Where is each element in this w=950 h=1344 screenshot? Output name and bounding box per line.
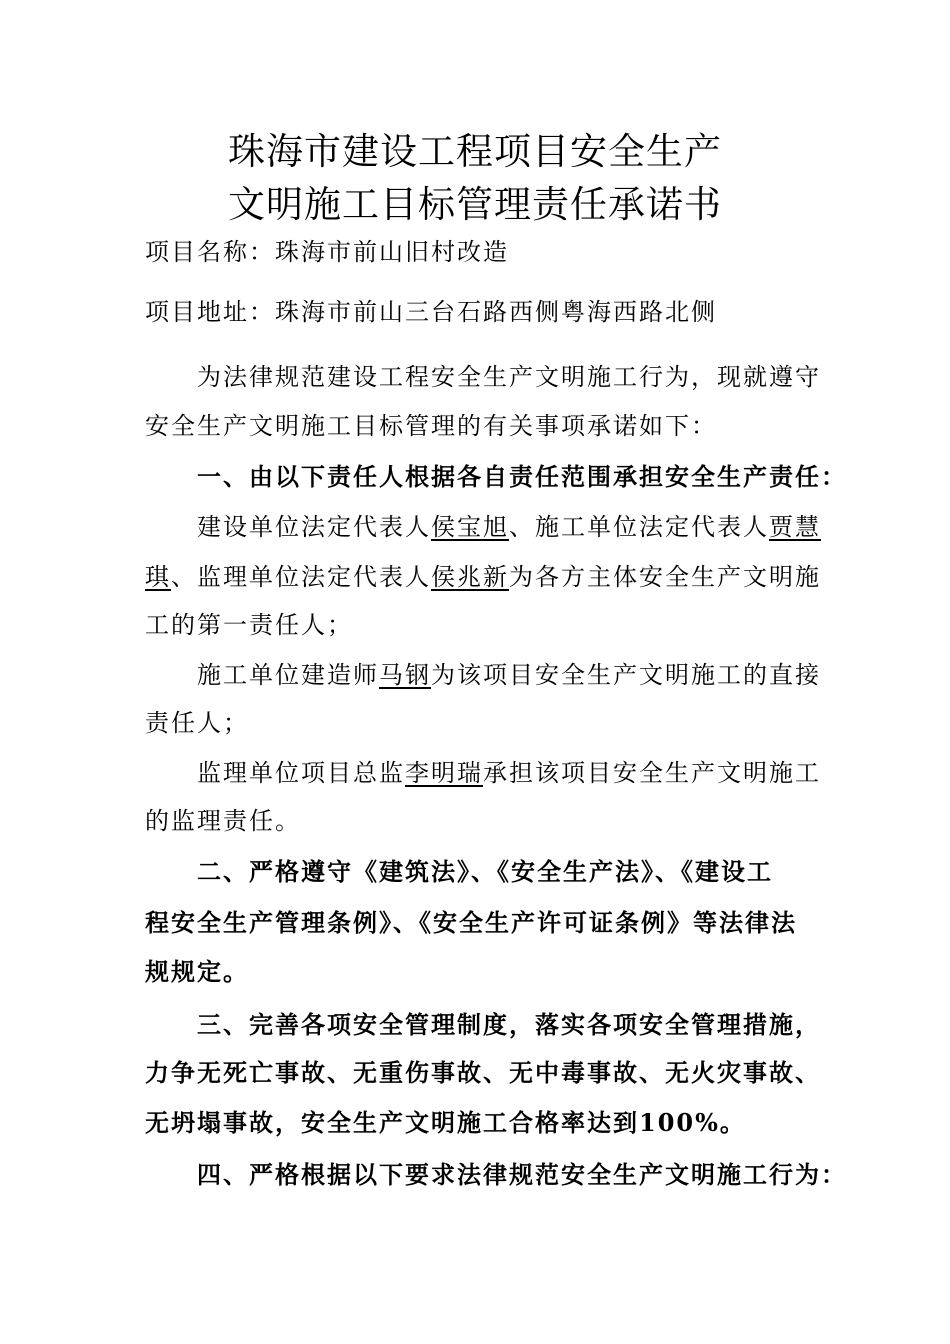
intro-line-2: 安全生产文明施工目标管理的有关事项承诺如下： [145,412,717,440]
section2-line-2: 程安全生产管理条例》、《安全生产许可证条例》等法律法 [145,908,797,937]
project-name-value: 珠海市前山旧村改造 [275,238,509,266]
text-segment: 、施工单位法定代表人 [509,513,769,541]
text-segment: 、监理单位法定代表人 [171,563,431,591]
title-line-1: 珠海市建设工程项目安全生产 [228,130,722,173]
project-address-value: 珠海市前山三台石路西侧粤海西路北侧 [275,298,717,326]
project-address-line [145,297,835,327]
builder-name: 马钢 [379,661,431,689]
project-director-name: 李明瑞 [405,759,483,787]
section1-heading: 一、由以下责任人根据各自责任范围承担安全生产责任： [197,462,847,491]
section1-p2-line-1 [197,660,887,690]
section1-p1-line-3: 工的第一责任人； [145,611,353,639]
text-segment: 为该项目安全生产文明施工的直接 [431,661,821,689]
text-segment: 监理单位项目总监 [197,759,405,787]
owner-representative-name: 侯宝旭 [431,513,509,541]
section2-line-3: 规规定。 [145,957,249,986]
section2-line-1: 二、严格遵守《建筑法》、《安全生产法》、《建设工 [197,857,773,886]
section4-line-1: 四、严格根据以下要求法律规范安全生产文明施工行为： [197,1160,847,1189]
intro-line-1: 为法律规范建设工程安全生产文明施工行为，现就遵守 [197,363,821,391]
section3-line-2: 力争无死亡事故、无重伤事故、无中毒事故、无火灾事故、 [145,1058,821,1087]
supervisor-representative-name: 侯兆新 [431,563,509,591]
text-segment: 建设单位法定代表人 [197,513,431,541]
text-segment: 施工单位建造师 [197,661,379,689]
title-line-2: 文明施工目标管理责任承诺书 [228,183,722,226]
text-segment: 承担该项目安全生产文明施工 [483,759,821,787]
project-address-label: 项目地址： [145,298,275,326]
section3-line-3: 无坍塌事故，安全生产文明施工合格率达到100%。 [145,1108,746,1137]
project-name-label: 项目名称： [145,238,275,266]
text-segment: 为各方主体安全生产文明施 [509,563,821,591]
section1-p2-line-2: 责任人； [145,709,249,737]
section3-line-1: 三、完善各项安全管理制度，落实各项安全管理措施， [197,1010,821,1039]
section1-p1-line-1 [197,512,887,542]
section1-p3-line-1 [197,758,887,788]
project-name-line [145,237,835,267]
contractor-representative-name-part1: 贾慧 [769,513,821,541]
section1-p3-line-2: 的监理责任。 [145,807,301,835]
contractor-representative-name-part2: 琪 [145,563,171,591]
section1-p1-line-2 [145,562,835,592]
